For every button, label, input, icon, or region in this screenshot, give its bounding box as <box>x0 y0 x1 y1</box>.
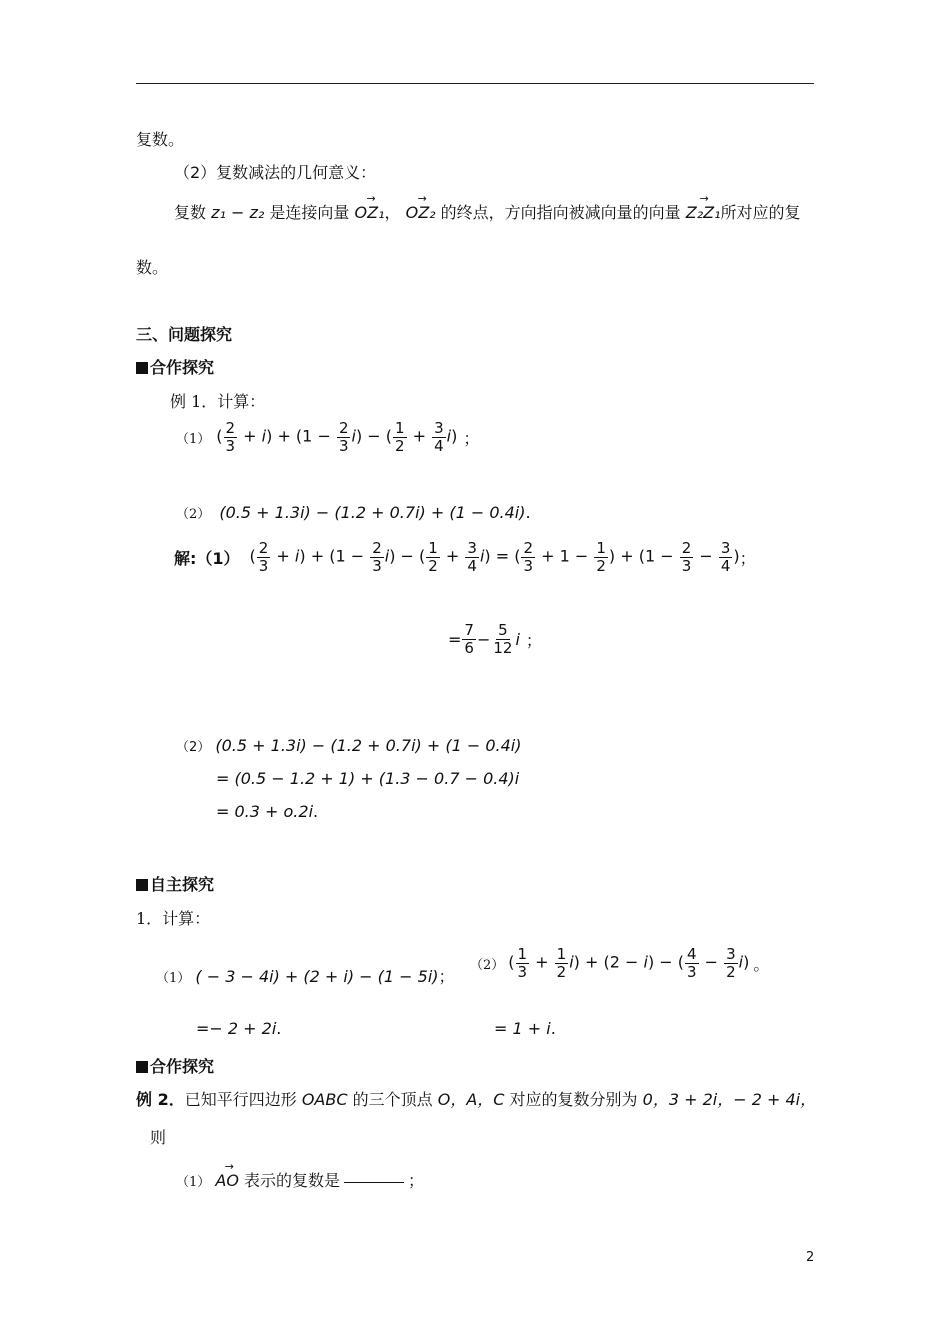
q1-formula: ( $\frac{2}{3}$ + i) + (1 − $\frac{2}{3}$ i) − ( $\frac{1}{2}$ + $\frac{3}{4}$ i) <box>216 419 458 455</box>
self-exercise-title: 1．计算： <box>136 909 211 928</box>
example-2-q1: （1） → AO 表示的复数是 ； <box>176 1160 425 1190</box>
solution-1-result: = $\frac{7}{6}$ − $\frac{5}{12}$ i ； <box>448 621 542 657</box>
square-bullet-icon <box>136 362 148 374</box>
subtraction-geometry-label: （2）复数减法的几何意义： <box>174 163 377 182</box>
example-2-text: 例 2．已知平行四边形 OABC 的三个顶点 O，A，C 对应的复数分别为 0，3 + 2i，− 2 + 4i， <box>136 1090 817 1109</box>
paragraph-end-2: 数。 <box>136 258 169 277</box>
solution-2-line-3: = 0.3 + o.2i. <box>216 802 319 821</box>
solution-1-formula: ( $\frac{2}{3}$ + i) + (1 − $\frac{2}{3}$ i) − ( $\frac{1}{2}$ + $\frac{3}{4}$ i) = ( $\frac{2}{3}$ + 1 − $\frac{1}{2}$ ) + (1 − $\frac{2}{3}$ − $\frac{3}{4}$ ) <box>249 539 740 575</box>
square-bullet-icon <box>136 879 148 891</box>
solution-2-line-1: （2） (0.5 + 1.3i) − (1.2 + 0.7i) + (1 − 0.4i) <box>176 736 522 755</box>
page-number: 2 <box>806 1250 815 1265</box>
vector-oz1: → OZ₁ <box>354 192 385 222</box>
answer-blank[interactable] <box>344 1168 404 1183</box>
geometry-sentence: 复数 z₁ − z₂ 是连接向量 → OZ₁， → OZ₂ 的终点，方向指向被减向量的向量 → Z₂Z₁所对应的复 <box>174 192 801 222</box>
self-q2-formula: ( $\frac{1}{3}$ + $\frac{1}{2}$ i) + (2 − i) − ( $\frac{4}{3}$ − $\frac{3}{2}$ i) <box>508 945 750 981</box>
coop-heading-2: 合作探究 <box>136 1054 214 1077</box>
solution-1: 解:（1） ( $\frac{2}{3}$ + i) + (1 − $\frac{2}{3}$ i) − ( $\frac{1}{2}$ + $\frac{3}{4}$ i) = ( $\frac{2}{3}$ + 1 − $\frac{1}{2}$ ) + (1 − $\frac{2}{3}$ − $\frac{3}{4}$ ) ； <box>174 539 756 575</box>
vector-z2z1: → Z₂Z₁ <box>685 192 721 222</box>
coop-heading-1: 合作探究 <box>136 355 214 378</box>
self-q2-answer: = 1 + i. <box>494 1019 556 1038</box>
vector-ao: → AO <box>215 1160 239 1190</box>
example-1-q1: （1） ( $\frac{2}{3}$ + i) + (1 − $\frac{2}{3}$ i) − ( $\frac{1}{2}$ + $\frac{3}{4}$ i) ； <box>176 419 480 455</box>
example-1-title: 例 1．计算： <box>170 392 266 411</box>
self-q2: （2） ( $\frac{1}{3}$ + $\frac{1}{2}$ i) + (2 − i) − ( $\frac{4}{3}$ − $\frac{3}{2}$ i) 。 <box>470 945 770 981</box>
paragraph-end: 复数。 <box>136 130 185 149</box>
section-heading: 三、问题探究 <box>136 325 233 344</box>
self-q1: （1） ( − 3 − 4i) + (2 + i) − (1 − 5i)； <box>156 967 455 986</box>
q2-formula: (0.5 + 1.3i) − (1.2 + 0.7i) + (1 − 0.4i) <box>219 503 526 522</box>
self-study-heading: 自主探究 <box>136 872 214 895</box>
solution-2-line-2: = (0.5 − 1.2 + 1) + (1.3 − 0.7 − 0.4)i <box>216 769 520 788</box>
square-bullet-icon <box>136 1061 148 1073</box>
vector-oz2: → OZ₂ <box>405 192 436 222</box>
expr-z1-minus-z2: z₁ − z₂ <box>211 203 265 222</box>
example-1-q2: （2） (0.5 + 1.3i) − (1.2 + 0.7i) + (1 − 0.4i). <box>176 503 531 522</box>
header-rule <box>136 83 814 84</box>
self-q1-answer: =− 2 + 2i. <box>196 1019 282 1038</box>
example-2-then: 则 <box>150 1128 167 1147</box>
